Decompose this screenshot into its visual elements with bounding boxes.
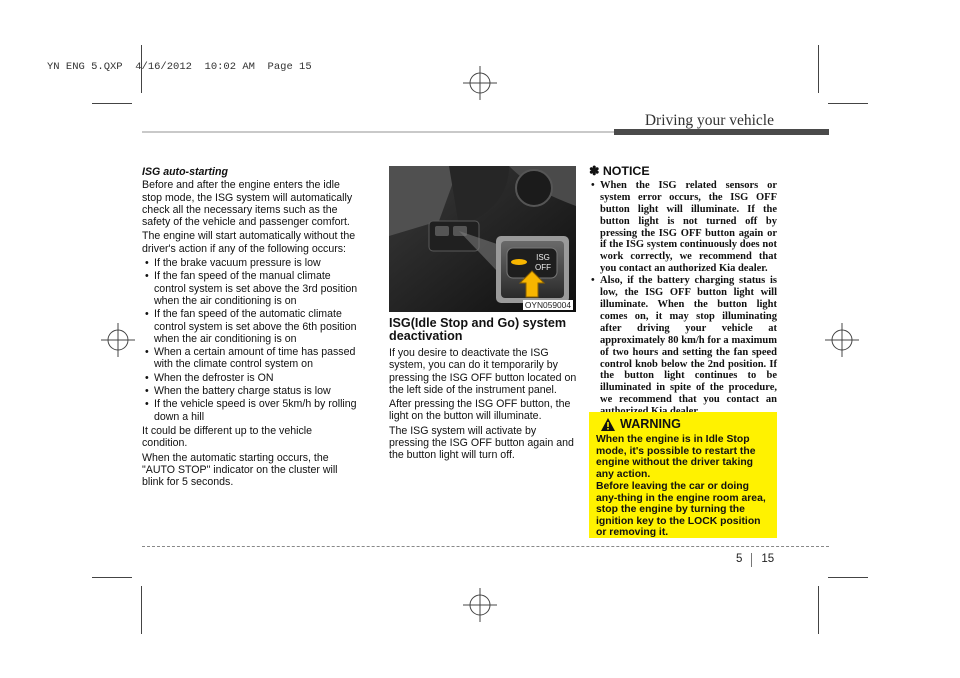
crop-mark [818, 45, 819, 93]
crop-mark [92, 577, 132, 578]
warning-paragraph: Before leaving the car or doing any-thing in the engine room area, stop the engine by turning the ignition key to the LOCK position or removing it. [596, 481, 766, 538]
registration-mark-icon [101, 323, 135, 357]
registration-mark-icon [463, 66, 497, 100]
section-title: Driving your vehicle [644, 112, 774, 129]
auto-start-note: It could be different up to the vehicle condition. [142, 424, 313, 450]
registration-mark-icon [463, 588, 497, 622]
header-rule [142, 131, 614, 133]
notice-title: ✽ NOTICE [589, 164, 650, 178]
crop-mark [828, 577, 868, 578]
page-number-divider [751, 553, 752, 567]
warning-paragraph: When the engine is in Idle Stop mode, it's possible to restart the engine without the driver taking any action. [596, 434, 756, 480]
auto-start-column [142, 166, 360, 490]
print-slug: YN ENG 5.QXP 4/16/2012 10:02 AM Page 15 [47, 61, 312, 73]
list-item: • If the fan speed of the manual climate control system is set above the 3rd position when the air conditioning is on [142, 270, 360, 307]
list-item: • When a certain amount of time has passed with the climate control system on [142, 346, 360, 371]
deactivation-heading: ISG(Idle Stop and Go) system deactivation [389, 316, 567, 343]
page-index: 15 [761, 553, 775, 565]
deactivation-paragraph: The ISG system will activate by pressing the ISG OFF button again and the button light will turn off. [389, 424, 574, 462]
footer-divider [142, 546, 829, 547]
list-item: • When the battery charge status is low [142, 385, 360, 397]
crop-mark [141, 586, 142, 634]
auto-start-note: When the automatic starting occurs, the "AUTO STOP" indicator on the cluster will blink for 5 seconds. [142, 451, 338, 489]
dashboard-illustration [389, 166, 576, 312]
auto-start-intro: Before and after the engine enters the idle stop mode, the ISG system will automatically check all the necessary items such as the safety of the vehicle and passenger comfort. [142, 179, 353, 229]
crop-mark [92, 103, 132, 104]
list-item: • If the vehicle speed is over 5km/h by rolling down a hill [142, 398, 360, 423]
notice-block [589, 166, 777, 418]
list-item: • Also, if the battery charging status is low, the ISG OFF button light will illuminate. When the button light comes on, it may stop illuminating after driving your vehicle at approximately 80 km/h for a maximum of two hours and setting the fan speed control knob below the 2nd position. If the button light continues to be illuminated in spite of the procedure, we recommend that you contact an [589, 275, 777, 418]
registration-mark-icon [825, 323, 859, 357]
deactivation-paragraph: After pressing the ISG OFF button, the light on the button will illuminate. [389, 398, 571, 423]
crop-mark [828, 103, 868, 104]
warning-title: WARNING [620, 416, 681, 431]
header-bar [614, 129, 829, 135]
warning-box [589, 412, 777, 538]
crop-mark [818, 586, 819, 634]
isg-label: ISG [536, 253, 550, 262]
auto-start-lead: The engine will start automatically without the driver's action if any of the following occurs: [142, 230, 356, 255]
list-item: • When the ISG related sensors or system error occurs, the ISG OFF button light will illuminate. If the button light is not turned off by pressing the ISG OFF button again or if the ISG system continuously does not work correctly, we recommend that you contact an authorized Kia dealer. [589, 180, 777, 275]
list-item: • When the defroster is ON [142, 372, 360, 384]
page-number [736, 553, 774, 567]
chapter-number: 5 [736, 553, 743, 565]
figure-code: OYN059004 [524, 300, 571, 310]
off-label: OFF [535, 263, 551, 272]
auto-start-subheading: ISG auto-starting [142, 166, 228, 178]
warning-header [601, 418, 770, 431]
auto-start-list [142, 257, 360, 423]
warning-triangle-icon [601, 418, 615, 431]
isg-button-photo [389, 166, 576, 312]
list-item: • If the fan speed of the automatic climate control system is set above the 6th position when the air conditioning is on [142, 308, 360, 345]
list-item: • If the brake vacuum pressure is low [142, 257, 360, 269]
notice-list [589, 180, 777, 418]
deactivation-column [389, 317, 577, 464]
deactivation-paragraph: If you desire to deactivate the ISG system, you can do it temporarily by pressing the ISG OFF button located on the left side of the instrument panel. [389, 347, 577, 396]
